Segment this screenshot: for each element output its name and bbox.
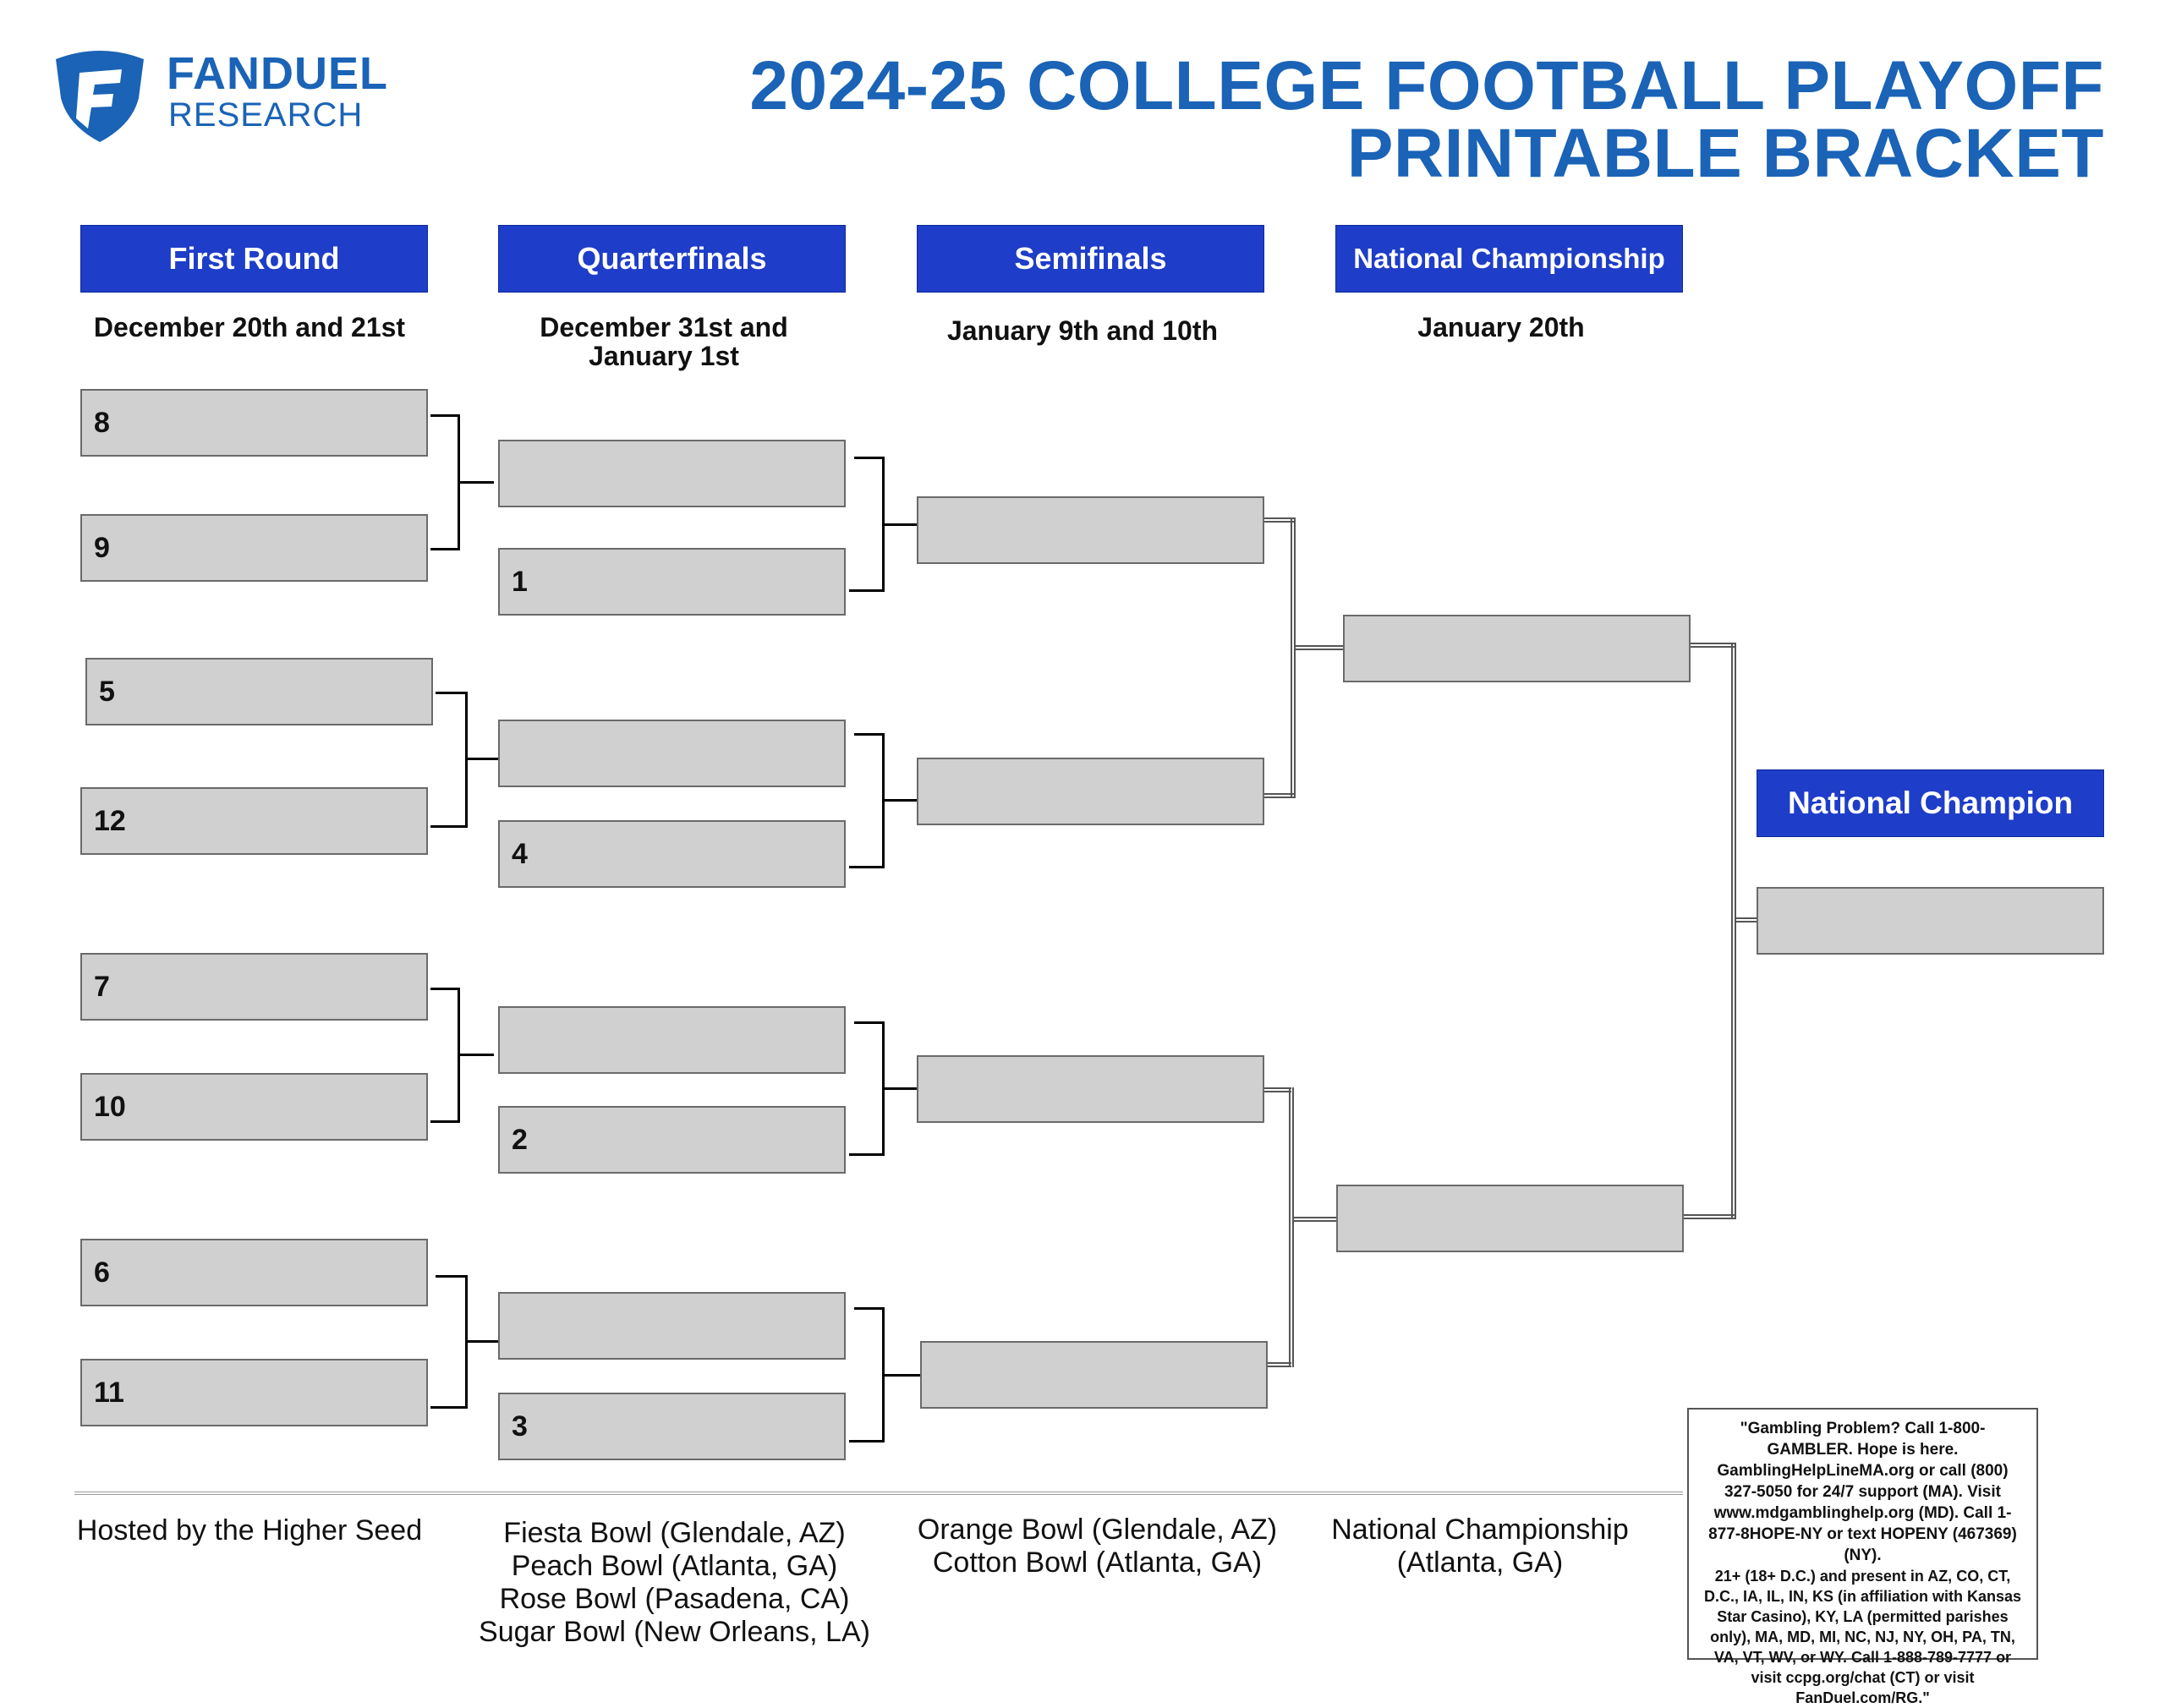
connector-line [436,1275,467,1278]
connector-line [854,1307,884,1310]
date-quarterfinals [474,313,854,370]
first-round-slot-3[interactable] [85,658,433,725]
date-first-round: December 20th and 21st [93,312,406,342]
page-title [749,47,2104,192]
seed-label: 4 [512,837,528,870]
header-semifinals [917,225,1264,293]
quarterfinal-slot-1[interactable] [498,440,846,507]
venue-championship-line1: National Championship [1331,1514,1629,1546]
connector-line [430,825,467,828]
date-quarterfinals-line2: January 1st [589,341,739,371]
venue-rose-bowl: Rose Bowl (Pasadena, CA) [499,1583,850,1615]
date-quarterfinals-line1: December 31st and [540,312,788,342]
header-quarterfinals [498,225,846,293]
header-semifinals-label: Semifinals [1014,241,1167,276]
venue-first-round: Hosted by the Higher Seed [76,1514,423,1547]
connector-line [854,1021,884,1024]
quarterfinal-slot-6[interactable] [498,1106,846,1174]
connector-line [430,414,459,417]
connector-line [436,692,467,694]
connector-line [885,799,917,802]
connector-line [468,758,498,760]
connector-line [1289,1087,1294,1367]
disclaimer-eligibility-text: 21+ (18+ D.C.) and present in AZ, CO, CT, D.C., IA, IL, IN, KS (in affiliation with Kansas Star Casino), KY, LA (permitted parishes only), MA, MD, MI, NC, NJ, NY, OH, PA, TN, VA, VT, WV, or WY. Call 1-888-789-7777 or visit ccpg.org/chat (CT) or visit FanDuel.com/RG." [1703,1568,2022,1706]
divider [74,1492,1683,1495]
venue-semifinals [896,1514,1298,1579]
header-national-champion-label: National Champion [1787,786,2074,820]
seed-label: 1 [512,565,528,598]
first-round-slot-5[interactable] [80,953,428,1021]
quarterfinal-slot-5[interactable] [498,1006,846,1074]
semifinal-slot-3[interactable] [917,1055,1264,1123]
venue-peach-bowl: Peach Bowl (Atlanta, GA) [511,1550,838,1582]
connector-line [460,481,494,484]
header-national-championship [1335,225,1683,293]
header-national-championship-label: National Championship [1353,243,1665,274]
connector-line [854,457,884,459]
connector-line [1296,645,1343,650]
connector-line [1684,1214,1735,1219]
first-round-slot-1[interactable] [80,389,428,457]
connector-line [885,1087,917,1090]
seed-label: 11 [94,1376,124,1409]
seed-label: 3 [512,1410,528,1442]
responsible-gambling-disclaimer [1687,1408,2038,1706]
connector-line [1294,1217,1336,1222]
header-first-round-label: First Round [168,241,340,276]
connector-line [849,1440,884,1442]
seed-label: 8 [94,406,110,439]
date-championship: January 20th [1417,312,1585,342]
venue-cotton-bowl: Cotton Bowl (Atlanta, GA) [932,1547,1263,1579]
seed-label: 10 [94,1090,126,1123]
connector-line [430,1406,467,1409]
fanduel-shield-icon [51,47,149,144]
venue-championship-line2: (Atlanta, GA) [1396,1547,1564,1579]
quarterfinal-slot-3[interactable] [498,720,846,787]
first-round-slot-6[interactable] [80,1073,428,1141]
connector-line [430,1120,459,1123]
venue-quarterfinals [448,1517,901,1649]
connector-line [849,589,884,592]
connector-line [849,866,884,868]
header-quarterfinals-label: Quarterfinals [577,241,767,276]
header-national-champion [1757,769,2104,837]
quarterfinal-slot-8[interactable] [498,1393,846,1460]
connector-line [885,1374,920,1377]
connector-line [1268,1362,1291,1367]
seed-label: 2 [512,1123,528,1156]
venue-sugar-bowl: Sugar Bowl (New Orleans, LA) [479,1616,870,1648]
title-line-2: PRINTABLE BRACKET [1346,115,2104,192]
seed-label: 6 [94,1256,110,1289]
first-round-slot-7[interactable] [80,1239,428,1306]
connector-line [849,1153,884,1156]
national-champion-slot[interactable] [1757,887,2104,955]
quarterfinal-slot-2[interactable] [498,548,846,616]
quarterfinal-slot-7[interactable] [498,1292,846,1360]
championship-slot-2[interactable] [1336,1185,1684,1252]
seed-label: 12 [94,804,126,837]
date-semifinals: January 9th and 10th [946,315,1219,346]
connector-line [854,733,884,736]
semifinal-slot-2[interactable] [917,758,1264,825]
disclaimer-helpline-text: "Gambling Problem? Call 1-800-GAMBLER. Hope is here. GamblingHelpLineMA.org or call (800) 327-5050 for 24/7 support (MA). Visit www.mdgamblinghelp.org (MD). Call 1-877-8HOPE-NY or text HOPENY (467369) (NY). [1708,1420,2017,1564]
venue-orange-bowl: Orange Bowl (Glendale, AZ) [917,1514,1278,1546]
connector-line [1264,517,1294,523]
first-round-slot-2[interactable] [80,514,428,582]
title-line-1: 2024-25 COLLEGE FOOTBALL PLAYOFF [749,47,2104,124]
seed-label: 7 [94,970,110,1003]
semifinal-slot-4[interactable] [920,1341,1268,1409]
connector-line [460,1054,494,1056]
connector-line [430,988,459,990]
connector-line [1731,643,1736,1219]
connector-line [1291,517,1296,798]
connector-line [1736,917,1757,922]
connector-line [1691,643,1735,648]
championship-slot-1[interactable] [1343,615,1691,682]
logo-text-fanduel: FANDUEL [167,48,388,99]
first-round-slot-8[interactable] [80,1359,428,1426]
seed-label: 5 [99,675,115,708]
quarterfinal-slot-4[interactable] [498,820,846,888]
logo-text-research: RESEARCH [168,96,364,134]
connector-line [1264,1087,1291,1092]
venue-championship [1311,1514,1649,1579]
seed-label: 9 [94,531,110,564]
connector-line [468,1340,498,1343]
venue-fiesta-bowl: Fiesta Bowl (Glendale, AZ) [503,1517,846,1549]
connector-line [885,523,917,526]
connector-line [1264,793,1294,798]
first-round-slot-4[interactable] [80,787,428,855]
semifinal-slot-1[interactable] [917,496,1264,564]
header-first-round [80,225,428,293]
connector-line [430,548,459,550]
